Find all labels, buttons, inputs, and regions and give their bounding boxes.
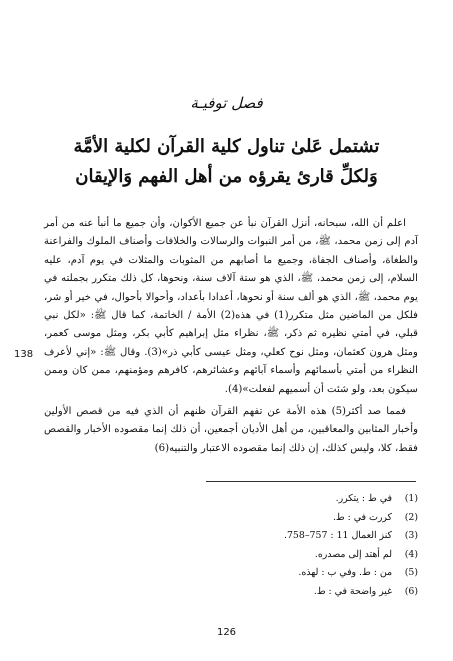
body-text — [44, 215, 418, 458]
footnote-item — [44, 564, 418, 583]
footnote-text: من : ط. وفي ب : لهذه. — [298, 567, 392, 579]
footnote-number: (3) — [404, 530, 418, 542]
margin-page-number: 138 — [14, 349, 34, 360]
chapter-heading-line-1: تشتمل عَلىٰ تناول كلية القرآن لكلية الأمَّة — [73, 136, 380, 157]
footnote-number: (6) — [404, 585, 418, 597]
footnote-text: كررت في : ط. — [332, 511, 392, 523]
footnote-text: في ط : يتكرر. — [335, 493, 392, 504]
footnote-item — [44, 583, 418, 602]
footnote-item — [44, 527, 418, 546]
section-subtitle: فصل توفيـة — [190, 94, 263, 112]
footnote-number: (4) — [404, 548, 418, 560]
footnote-number: (2) — [404, 511, 418, 523]
footnote-text: لم أهتد إلى مصدره. — [314, 548, 392, 560]
chapter-heading-line-2: وَلكلِّ قارئ يقرؤه من أهل الفهم وَالإيقان — [75, 166, 378, 187]
footnotes-list — [44, 490, 418, 602]
page-number: 126 — [216, 627, 237, 638]
footnote-item — [44, 490, 418, 509]
footnote-item — [44, 546, 418, 565]
paragraph: فمما صد أكثر(5) هذه الأمة عن تفهم القرآن ظنهم أن الذي فيه من قصص الأولين وأخبار المثابين والمعاقبين، من أهل الأديان أجمعين، أن ذلك إنما مقصوده الأخبار والقصص فقط، كلا، وليس كذلك، إن ذلك إنما مقصوده الاعتبار والتنبيه(6) — [44, 406, 418, 454]
footnote-number: (1) — [404, 493, 418, 504]
footnote-item — [44, 509, 418, 528]
footnote-number: (5) — [404, 567, 418, 579]
footnote-divider — [206, 481, 416, 482]
footnote-text: كنز العمال 11 : 757–758. — [283, 530, 392, 542]
footnote-text: غير واضحة في : ط. — [313, 585, 392, 597]
paragraph: اعلم أن الله، سبحانه، أنزل القرآن نبأ عن جميع الأكوان، وأن جميع ما أنبأ عنه من أمر آدم إلى زمن محمد، ﷺ، من أمر النبوات والرسالات والخلافات وأصناف الملوك والفراعنة والطغاة، وأصناف الجفاة، وجميع ما أصابهم من المثوبات والمثلات في يوم آدم، عليه السلام، إلى زمن محمد، ﷺ، الذي هو ستة آلاف سنة، ونحوها، كل ذلك متكرر بجملته في يوم محمد، ﷺ، الذي هو ألف سنة أو نحوها، أعدادا بأعداد، وأحوالا بأحوال، في خير أو شر، فلكل من الماضين مثل متكرر(1) في هذه(2) الأمة / الخاتمة، كما قال ﷺ: «لكل نبي قبلي، في أمتي نظيره ثم ذكر، ﷺ، نظراء مثل إبراهيم كأبي بكر، ومثل موسى كعمر، ومثل هرون كعثمان، ومثل نوح كعلي، ومثل عيسى كأبي ذر»(3). وقال ﷺ: «إني لأعرف النظراء من أمتي بأسمائهم وأسماء آبائهم وعشائرهم، كافرهم ومؤمنهم، ممن كان وممن سيكون بعد، ولو شئت أن أسميهم لفعلت»(4). — [44, 218, 418, 395]
